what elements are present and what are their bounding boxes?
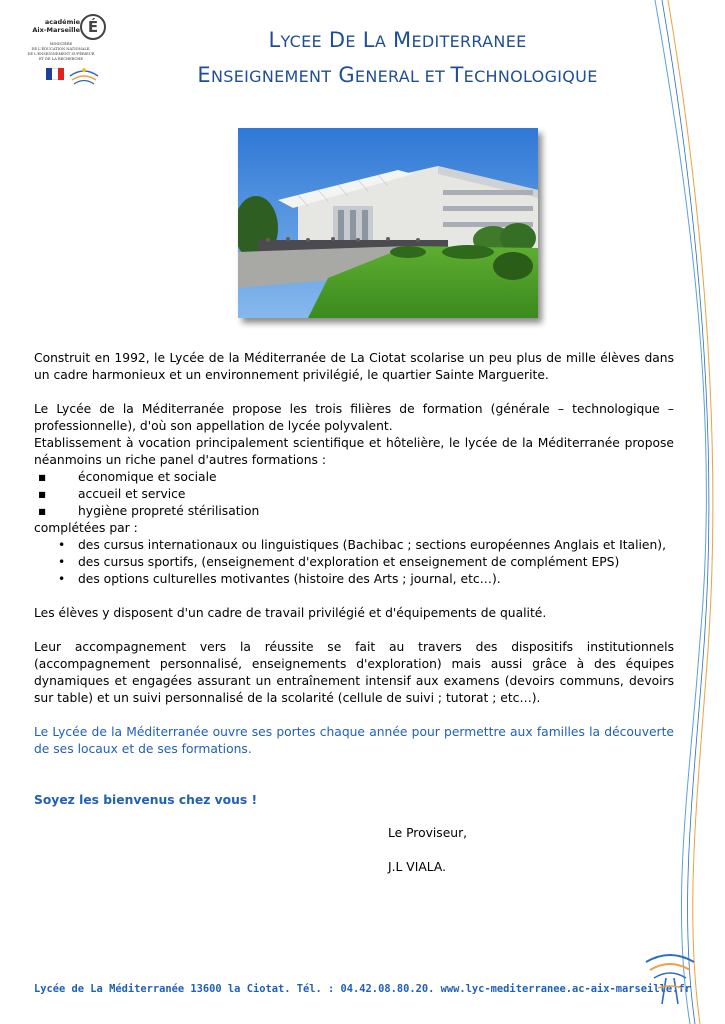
square-bullet-icon: ▪ <box>38 504 47 518</box>
french-flag-icon <box>46 68 64 80</box>
filieres-paragraph: Le Lycée de la Méditerranée propose les trois filières de formation (générale – technologique – professionnelle), d'où son appellation de lycée polyvalent. <box>34 402 674 433</box>
academie-logo-text: académie Aix-Marseille <box>32 18 80 34</box>
equipment-paragraph: Les élèves y disposent d'un cadre de travail privilégié et d'équipements de qualité. <box>34 606 547 620</box>
round-bullet-icon: • <box>58 572 66 586</box>
vocation-paragraph: Etablissement à vocation principalement scientifique et hôtelière, le lycée de la Méditerranée propose néanmoins un riche panel d'autres formations : <box>34 436 674 467</box>
lycee-emblem-icon <box>68 64 100 86</box>
footer-contact: Lycée de La Méditerranée 13600 la Ciotat. Tél. : 04.42.08.80.20. www.lyc-mediterranee.ac-aix-marseille.fr <box>34 983 691 995</box>
intro-paragraph: Construit en 1992, le Lycée de la Méditerranée de La Ciotat scolarise un peu plus de mille élèves dans un cadre harmonieux et un environnement privilégié, le quartier Sainte Marguerite. <box>34 351 674 382</box>
list-item: • des cursus sportifs, (enseignement d'exploration et enseignement de complément EPS) <box>58 555 620 569</box>
formations-list <box>34 469 674 588</box>
academie-e-icon: É <box>80 14 106 40</box>
round-bullet-icon: • <box>58 538 66 552</box>
page-title: LYCEE DE LA MEDITERRANEE <box>268 28 527 52</box>
signature-name: J.L VIALA. <box>388 860 446 874</box>
page-subtitle: ENSEIGNEMENT GENERAL ET TECHNOLOGIQUE <box>197 63 598 87</box>
list-item: ▪ accueil et service <box>38 487 186 501</box>
signature-role: Le Proviseur, <box>388 826 468 840</box>
list-item: • des cursus internationaux ou linguistiques (Bachibac ; sections européennes Anglais et Italien), <box>58 538 666 552</box>
ministry-text: MINISTÈRE DE L'ÉDUCATION NATIONALE, DE L'ENSEIGNEMENT SUPÉRIEUR ET DE LA RECHERCHE <box>27 42 95 61</box>
academie-logo <box>20 12 100 102</box>
round-bullet-icon: • <box>58 555 66 569</box>
school-photo <box>238 128 538 318</box>
square-bullet-icon: ▪ <box>38 487 47 501</box>
completees-label: complétées par : <box>34 521 138 535</box>
welcome-text: Soyez les bienvenus chez vous ! <box>34 793 258 807</box>
list-item: ▪ hygiène propreté stérilisation <box>38 504 260 518</box>
list-item: • des options culturelles motivantes (histoire des Arts ; journal, etc…). <box>58 572 501 586</box>
square-bullet-icon: ▪ <box>38 470 47 484</box>
open-doors-paragraph: Le Lycée de la Méditerranée ouvre ses portes chaque année pour permettre aux familles la découverte de ses locaux et de ses formations. <box>34 725 674 756</box>
lycee-footer-emblem-icon <box>640 948 700 1008</box>
accompagnement-paragraph: Leur accompagnement vers la réussite se fait au travers des dispositifs institutionnels (accompagnement personnalisé, enseignements d'exploration) mais aussi grâce à des équipes dynamiques et engagées assurant un entraînement intensif aux examens (devoirs communs, devoirs sur table) et un suivi personnalisé de la scolarité (cellule de suivi ; tutorat ; etc…). <box>34 640 674 705</box>
list-item: ▪ économique et sociale <box>38 470 217 484</box>
